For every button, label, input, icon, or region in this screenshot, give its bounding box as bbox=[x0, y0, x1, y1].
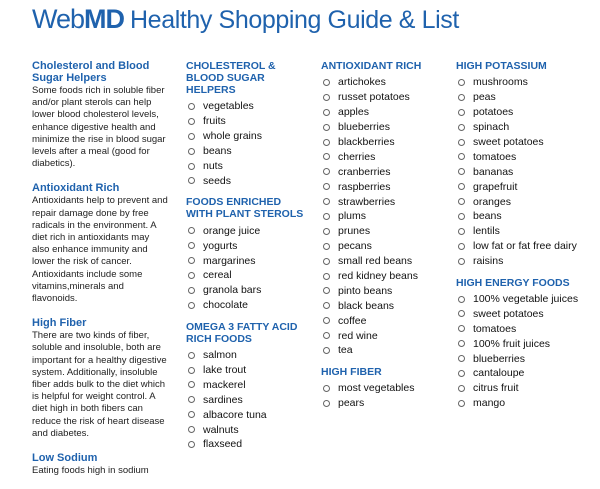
checkbox-circle[interactable] bbox=[323, 94, 330, 101]
checkbox-circle[interactable] bbox=[458, 198, 465, 205]
item-label: vegetables bbox=[203, 100, 254, 113]
list-item bbox=[186, 129, 310, 144]
shopping-column-2 bbox=[186, 60, 310, 460]
checkbox-circle[interactable] bbox=[458, 94, 465, 101]
checkbox-circle[interactable] bbox=[458, 355, 465, 362]
list-item bbox=[321, 239, 447, 254]
section-heading: HIGH ENERGY FOODS bbox=[456, 276, 570, 289]
shopping-list bbox=[186, 99, 310, 188]
checkbox-circle[interactable] bbox=[188, 177, 195, 184]
item-label: seeds bbox=[203, 174, 232, 187]
list-item bbox=[186, 298, 310, 313]
sidebar-text: There are two kinds of fiber, soluble and insoluble, both are important for a healthy digestive system. Additionally, insoluble fiber adds bulk to the diet which is helpful for weight control. A diet high in both fibers can reduce the risk of heart disease and diabetes. bbox=[32, 330, 167, 439]
sidebar-heading: Cholesterol and Blood Sugar Helpers bbox=[32, 60, 150, 84]
checkbox-circle[interactable] bbox=[188, 302, 195, 309]
checkbox-circle[interactable] bbox=[323, 124, 330, 131]
list-item bbox=[456, 149, 598, 164]
list-item bbox=[186, 348, 310, 363]
list-item bbox=[186, 159, 310, 174]
item-label: apples bbox=[338, 106, 369, 119]
item-label: red kidney beans bbox=[338, 270, 418, 283]
checkbox-circle[interactable] bbox=[188, 103, 195, 110]
sidebar-heading: Low Sodium bbox=[32, 452, 98, 465]
section-heading: FOODS ENRICHED WITH PLANT STEROLS bbox=[186, 196, 304, 221]
checkbox-circle[interactable] bbox=[323, 109, 330, 116]
item-label: 100% fruit juices bbox=[473, 337, 551, 350]
list-item bbox=[321, 149, 447, 164]
list-item bbox=[456, 239, 598, 254]
checkbox-circle[interactable] bbox=[323, 213, 330, 220]
checkbox-circle[interactable] bbox=[458, 258, 465, 265]
item-label: cranberries bbox=[338, 165, 391, 178]
checkbox-circle[interactable] bbox=[188, 163, 195, 170]
list-item bbox=[186, 253, 310, 268]
list-item bbox=[321, 164, 447, 179]
item-label: prunes bbox=[338, 225, 371, 238]
section-heading: HIGH FIBER bbox=[321, 365, 382, 378]
list-item bbox=[456, 90, 598, 105]
item-label: plums bbox=[338, 210, 367, 223]
item-label: pecans bbox=[338, 240, 372, 253]
item-label: blueberries bbox=[338, 121, 390, 134]
item-label: low fat or fat free dairy bbox=[473, 240, 577, 253]
shopping-list bbox=[321, 381, 447, 411]
checkbox-circle[interactable] bbox=[458, 340, 465, 347]
list-item bbox=[321, 254, 447, 269]
list-item bbox=[321, 224, 447, 239]
item-label: black beans bbox=[338, 299, 395, 312]
list-item bbox=[186, 377, 310, 392]
sidebar-section bbox=[32, 182, 168, 305]
sidebar-text: Antioxidants help to prevent and repair damage done by free radicals in the environment. A diet rich in antioxidants may also enhance immunity and lower the risk of cancer. Antioxidants include some vitamins,minerals and flavonoids. bbox=[32, 195, 168, 305]
checkbox-circle[interactable] bbox=[458, 310, 465, 317]
checkbox-circle[interactable] bbox=[188, 426, 195, 433]
checkbox-circle[interactable] bbox=[188, 367, 195, 374]
list-item bbox=[321, 194, 447, 209]
shopping-column-3 bbox=[321, 60, 447, 419]
checkbox-circle[interactable] bbox=[323, 273, 330, 280]
list-item bbox=[456, 75, 598, 90]
sidebar-text: Eating foods high in sodium bbox=[32, 465, 149, 477]
sidebar-heading: High Fiber bbox=[32, 317, 87, 330]
list-item bbox=[186, 422, 310, 437]
item-label: salmon bbox=[203, 349, 237, 362]
item-label: mushrooms bbox=[473, 76, 528, 89]
item-label: coffee bbox=[338, 314, 367, 327]
item-label: sardines bbox=[203, 393, 243, 406]
checkbox-circle[interactable] bbox=[188, 257, 195, 264]
sidebar-section bbox=[32, 317, 168, 440]
item-label: whole grains bbox=[203, 130, 262, 143]
list-item bbox=[321, 396, 447, 411]
item-label: oranges bbox=[473, 195, 511, 208]
list-item bbox=[456, 306, 598, 321]
list-item bbox=[456, 224, 598, 239]
checkbox-circle[interactable] bbox=[458, 228, 465, 235]
shopping-list bbox=[186, 348, 310, 452]
item-label: yogurts bbox=[203, 239, 238, 252]
shopping-list bbox=[186, 223, 310, 312]
item-label: granola bars bbox=[203, 284, 262, 297]
list-item bbox=[456, 321, 598, 336]
checkbox-circle[interactable] bbox=[323, 287, 330, 294]
list-section bbox=[186, 60, 310, 188]
item-label: flaxseed bbox=[203, 438, 243, 451]
item-label: blackberries bbox=[338, 136, 395, 148]
list-section bbox=[321, 60, 447, 358]
list-item bbox=[186, 99, 310, 114]
item-label: margarines bbox=[203, 254, 256, 267]
list-item bbox=[186, 144, 310, 159]
checkbox-circle[interactable] bbox=[323, 79, 330, 86]
checkbox-circle[interactable] bbox=[323, 139, 330, 146]
item-label: lentils bbox=[473, 225, 500, 238]
shopping-column-4 bbox=[456, 60, 598, 419]
checkbox-circle[interactable] bbox=[458, 385, 465, 392]
checkbox-circle[interactable] bbox=[323, 243, 330, 250]
list-item bbox=[456, 366, 598, 381]
checkbox-circle[interactable] bbox=[323, 317, 330, 324]
sidebar-heading: Antioxidant Rich bbox=[32, 182, 120, 195]
item-label: potatoes bbox=[473, 106, 514, 119]
checkbox-circle[interactable] bbox=[188, 148, 195, 155]
item-label: red wine bbox=[338, 329, 378, 342]
list-item bbox=[321, 209, 447, 224]
list-item bbox=[321, 328, 447, 343]
list-item bbox=[456, 135, 598, 150]
item-label: orange juice bbox=[203, 224, 261, 237]
list-item bbox=[186, 283, 310, 298]
list-item bbox=[186, 238, 310, 253]
list-item bbox=[321, 381, 447, 396]
shopping-list bbox=[321, 75, 447, 358]
item-label: nuts bbox=[203, 160, 223, 172]
checkbox-circle[interactable] bbox=[323, 385, 330, 392]
list-item bbox=[456, 254, 598, 269]
item-label: 100% vegetable juices bbox=[473, 293, 579, 306]
item-label: beans bbox=[203, 145, 232, 158]
list-item bbox=[186, 363, 310, 378]
checkbox-circle[interactable] bbox=[323, 258, 330, 265]
list-section bbox=[186, 196, 310, 312]
checkbox-circle[interactable] bbox=[323, 168, 330, 175]
item-label: artichokes bbox=[338, 76, 386, 89]
item-label: fruits bbox=[203, 115, 226, 128]
item-label: citrus fruit bbox=[473, 382, 519, 395]
list-item bbox=[186, 173, 310, 188]
checkbox-circle[interactable] bbox=[458, 124, 465, 131]
item-label: small red beans bbox=[338, 255, 413, 268]
item-label: russet potatoes bbox=[338, 91, 410, 104]
checkbox-circle[interactable] bbox=[458, 325, 465, 332]
list-item bbox=[186, 392, 310, 407]
list-item bbox=[456, 292, 598, 307]
item-label: cereal bbox=[203, 269, 232, 282]
list-item bbox=[321, 343, 447, 358]
list-item bbox=[321, 269, 447, 284]
checkbox-circle[interactable] bbox=[458, 243, 465, 250]
shopping-list bbox=[456, 75, 598, 269]
item-label: tea bbox=[338, 344, 353, 357]
checkbox-circle[interactable] bbox=[458, 139, 465, 146]
info-sidebar bbox=[32, 60, 168, 489]
page-header bbox=[32, 4, 459, 44]
shopping-list bbox=[456, 292, 598, 411]
checkbox-circle[interactable] bbox=[458, 213, 465, 220]
item-label: mackerel bbox=[203, 378, 246, 391]
item-label: most vegetables bbox=[338, 382, 415, 395]
item-label: cherries bbox=[338, 150, 376, 163]
item-label: spinach bbox=[473, 121, 510, 134]
list-item bbox=[456, 336, 598, 351]
checkbox-circle[interactable] bbox=[458, 79, 465, 86]
item-label: beans bbox=[473, 210, 502, 223]
checkbox-circle[interactable] bbox=[458, 370, 465, 377]
checkbox-circle[interactable] bbox=[458, 109, 465, 116]
list-item bbox=[321, 105, 447, 120]
checkbox-circle[interactable] bbox=[188, 411, 195, 418]
checkbox-circle[interactable] bbox=[188, 133, 195, 140]
list-item bbox=[456, 381, 598, 396]
section-heading: OMEGA 3 FATTY ACID RICH FOODS bbox=[186, 320, 298, 345]
list-item bbox=[456, 120, 598, 135]
item-label: bananas bbox=[473, 165, 514, 178]
checkbox-circle[interactable] bbox=[323, 228, 330, 235]
item-label: lake trout bbox=[203, 364, 247, 377]
checkbox-circle[interactable] bbox=[188, 118, 195, 125]
list-item bbox=[321, 90, 447, 105]
section-heading: ANTIOXIDANT RICH bbox=[321, 60, 422, 72]
checkbox-circle[interactable] bbox=[458, 296, 465, 303]
checkbox-circle[interactable] bbox=[323, 198, 330, 205]
list-item bbox=[321, 179, 447, 194]
checkbox-circle[interactable] bbox=[188, 227, 195, 234]
checkbox-circle[interactable] bbox=[188, 352, 195, 359]
item-label: mango bbox=[473, 397, 506, 410]
checkbox-circle[interactable] bbox=[323, 347, 330, 354]
list-item bbox=[456, 396, 598, 411]
list-item bbox=[321, 135, 447, 150]
item-label: pears bbox=[338, 397, 365, 410]
sidebar-section bbox=[32, 452, 168, 477]
item-label: raisins bbox=[473, 255, 504, 268]
page-title: Healthy Shopping Guide & List bbox=[130, 6, 459, 34]
checkbox-circle[interactable] bbox=[323, 332, 330, 339]
checkbox-circle[interactable] bbox=[458, 168, 465, 175]
item-label: tomatoes bbox=[473, 322, 517, 335]
item-label: peas bbox=[473, 91, 496, 104]
checkbox-circle[interactable] bbox=[188, 272, 195, 279]
list-item bbox=[321, 283, 447, 298]
section-heading: CHOLESTEROL & BLOOD SUGAR HELPERS bbox=[186, 60, 276, 96]
list-item bbox=[321, 313, 447, 328]
list-item bbox=[456, 164, 598, 179]
sidebar-text: Some foods rich in soluble fiber and/or plant sterols can help lower blood cholesterol levels, enhance digestive health and minimize the rise in blood sugar levels after a meal (good for diabetics). bbox=[32, 85, 166, 170]
list-item bbox=[186, 268, 310, 283]
checkbox-circle[interactable] bbox=[458, 183, 465, 190]
checkbox-circle[interactable] bbox=[188, 242, 195, 249]
list-item bbox=[456, 179, 598, 194]
checkbox-circle[interactable] bbox=[323, 302, 330, 309]
checkbox-circle[interactable] bbox=[188, 396, 195, 403]
checkbox-circle[interactable] bbox=[188, 287, 195, 294]
item-label: tomatoes bbox=[473, 150, 517, 163]
list-item bbox=[321, 75, 447, 90]
list-item bbox=[456, 194, 598, 209]
checkbox-circle[interactable] bbox=[188, 381, 195, 388]
checkbox-circle[interactable] bbox=[323, 153, 330, 160]
list-item bbox=[186, 437, 310, 452]
list-item bbox=[186, 223, 310, 238]
item-label: raspberries bbox=[338, 180, 391, 193]
item-label: cantaloupe bbox=[473, 367, 525, 380]
list-item bbox=[321, 120, 447, 135]
sidebar-section bbox=[32, 60, 168, 170]
checkbox-circle[interactable] bbox=[458, 400, 465, 407]
item-label: chocolate bbox=[203, 299, 248, 312]
list-item bbox=[456, 105, 598, 120]
item-label: blueberries bbox=[473, 352, 525, 365]
checkbox-circle[interactable] bbox=[323, 400, 330, 407]
list-section bbox=[456, 60, 598, 269]
item-label: grapefruit bbox=[473, 180, 518, 193]
list-item bbox=[321, 298, 447, 313]
item-label: strawberries bbox=[338, 195, 396, 208]
item-label: walnuts bbox=[203, 423, 239, 436]
checkbox-circle[interactable] bbox=[458, 153, 465, 160]
section-heading: HIGH POTASSIUM bbox=[456, 60, 547, 72]
webmd-logo: WebMD bbox=[32, 4, 125, 34]
list-section bbox=[321, 366, 447, 411]
list-item bbox=[186, 114, 310, 129]
item-label: sweet potatoes bbox=[473, 136, 544, 148]
checkbox-circle[interactable] bbox=[188, 441, 195, 448]
list-section bbox=[186, 321, 310, 452]
checkbox-circle[interactable] bbox=[323, 183, 330, 190]
list-section bbox=[456, 277, 598, 411]
item-label: sweet potatoes bbox=[473, 307, 544, 320]
item-label: pinto beans bbox=[338, 284, 393, 297]
list-item bbox=[456, 209, 598, 224]
item-label: albacore tuna bbox=[203, 408, 267, 421]
list-item bbox=[456, 351, 598, 366]
